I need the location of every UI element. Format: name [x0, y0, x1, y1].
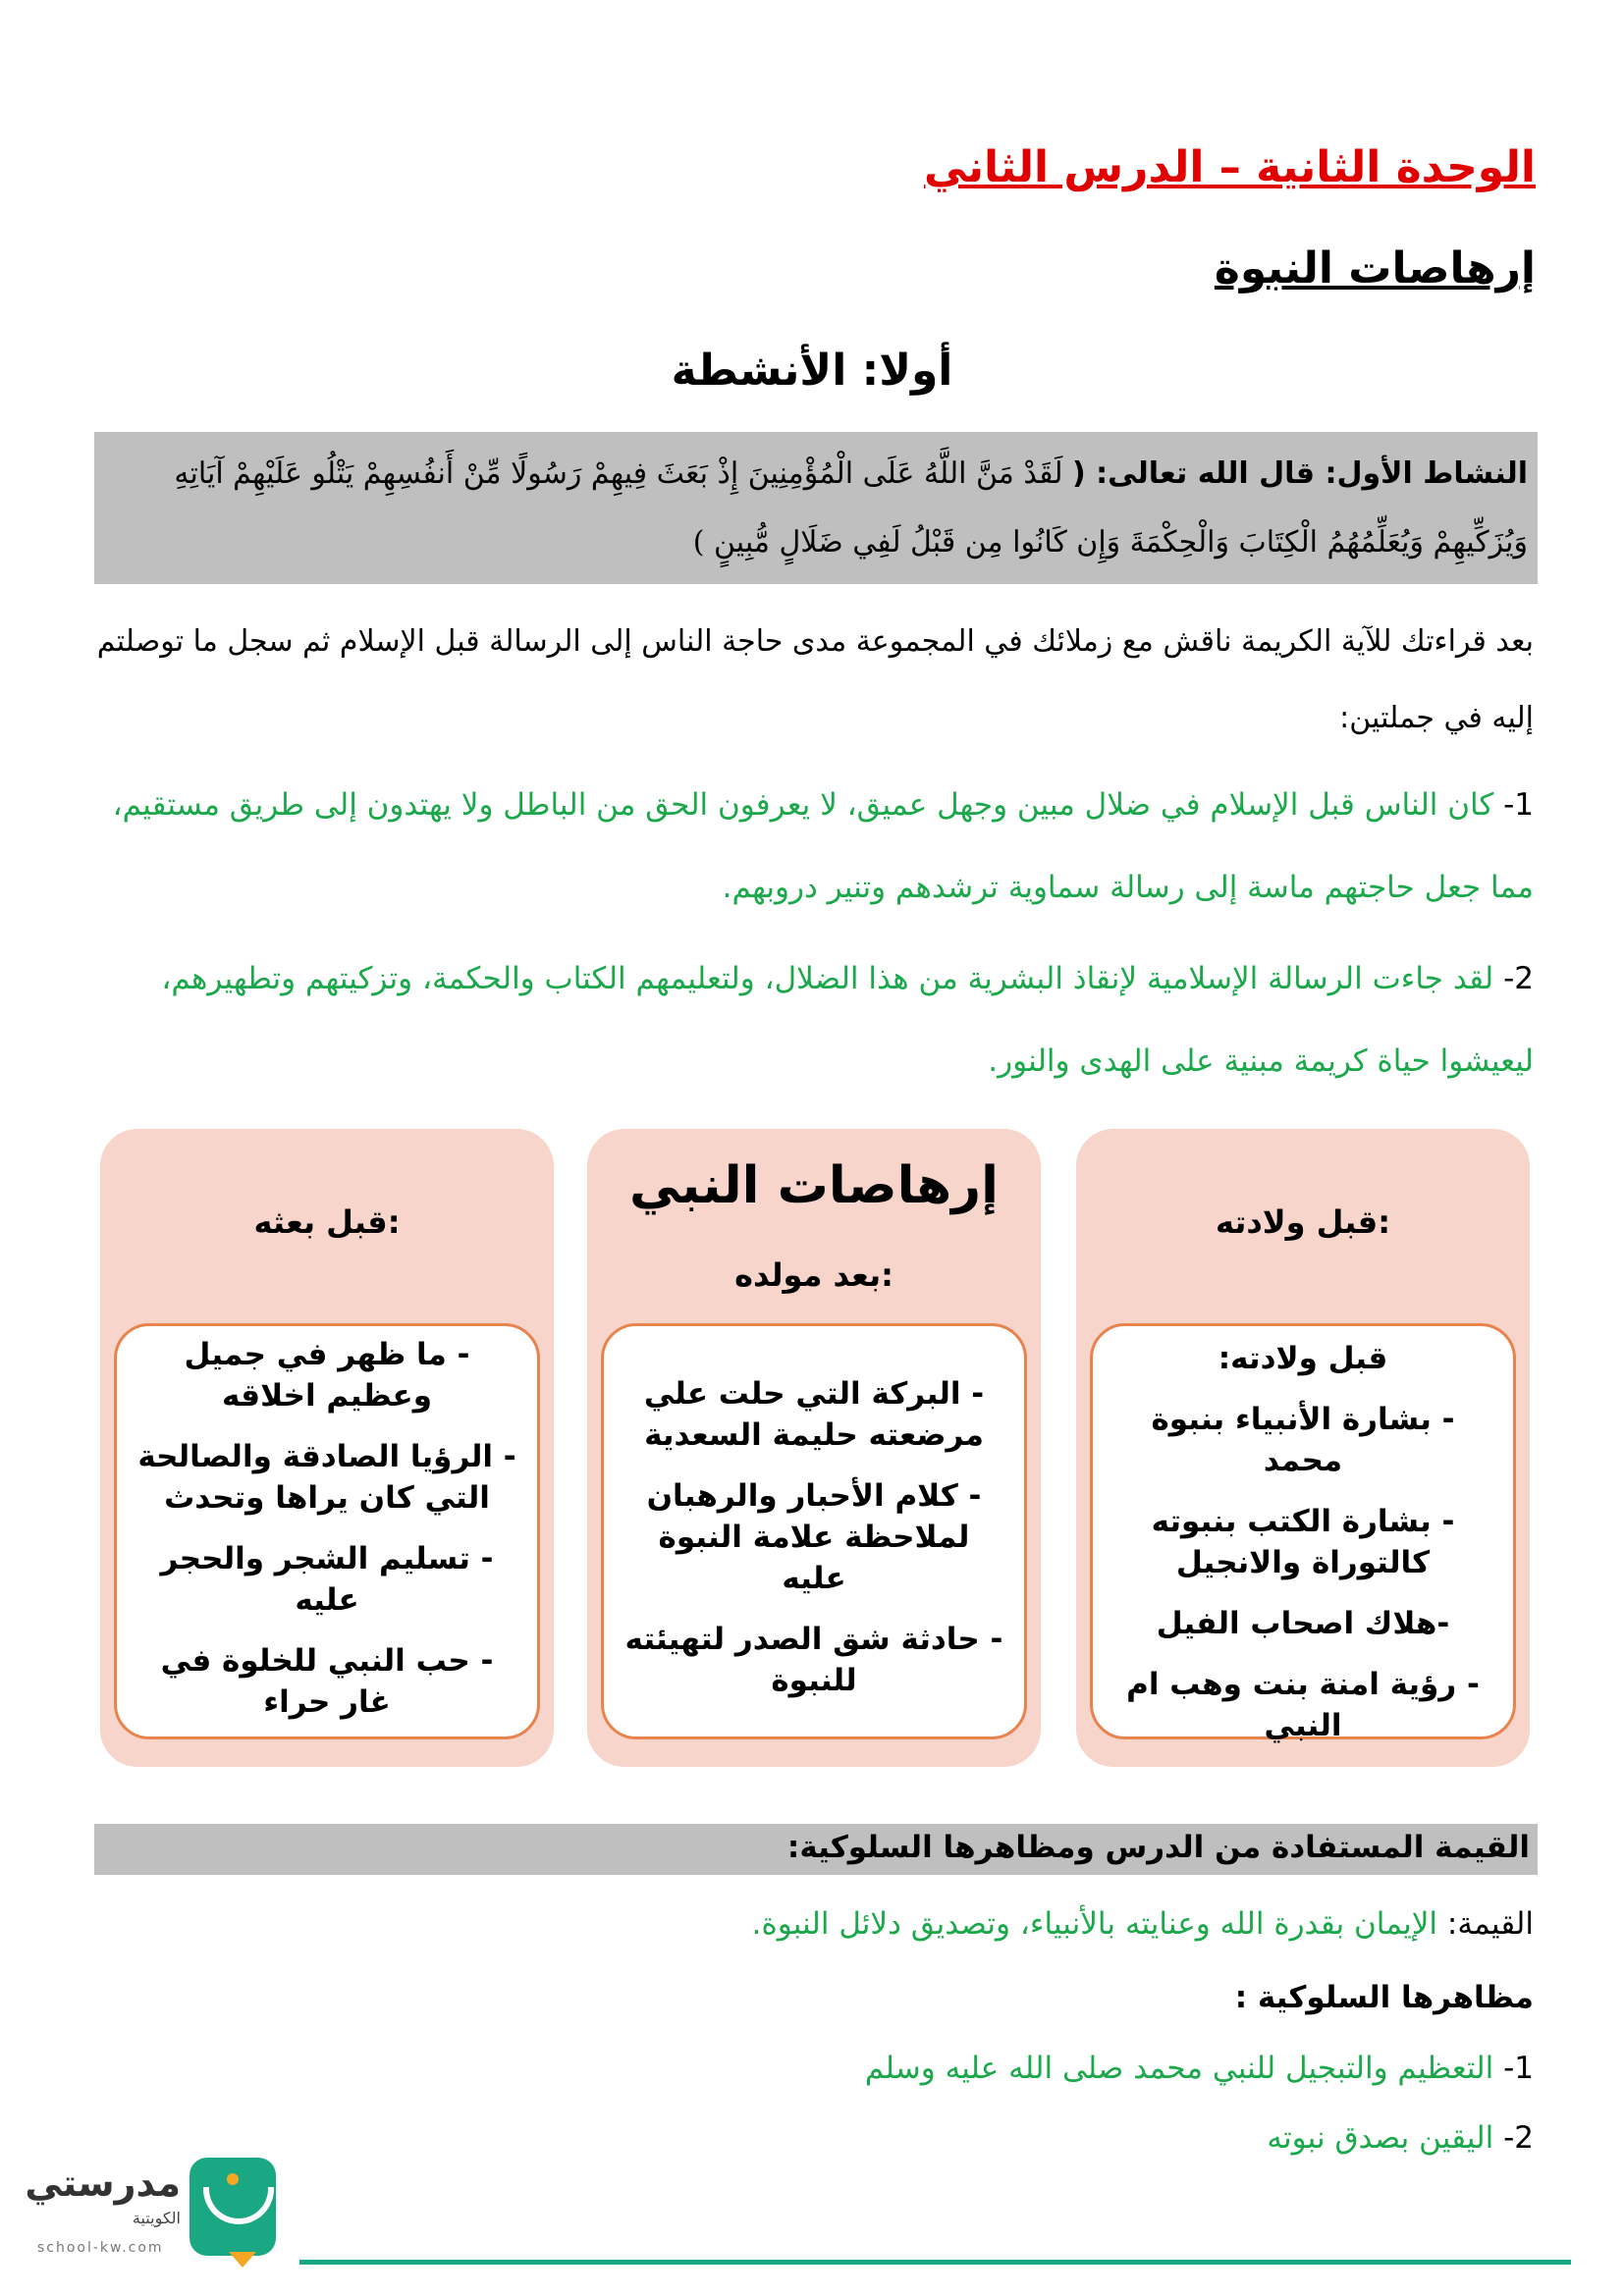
answer-text: لقد جاءت الرسالة الإسلامية لإنقاذ البشرية من هذا الضلال، ولتعليمهم الكتاب والحكمة، وتزكيتهم وتطهيرهم، ليعيشوا حياة كريمة مبنية على الهدى والنور.: [161, 961, 1534, 1079]
behavior-text: التعظيم والتبجيل للنبي محمد صلى الله عليه وسلم: [864, 2051, 1504, 2086]
card-list: [1110, 1338, 1495, 1766]
logo-name: مدرستي: [25, 2162, 181, 2205]
site-logo: [25, 2158, 283, 2285]
activity-text: [94, 432, 1538, 577]
list-item: - البركة التي حلت علي مرضعته حليمة السعدية: [643, 1376, 985, 1453]
card-heading: بعد مولده:: [734, 1256, 893, 1294]
card-heading: قبل ولادته:: [1215, 1203, 1391, 1241]
activity-box: [94, 432, 1538, 584]
logo-mark-icon: [189, 2158, 276, 2256]
list-item: - ما ظهر في جميل وعظيم اخلاقه: [184, 1337, 470, 1414]
list-item: - حب النبي للخلوة في غار حراء: [160, 1643, 494, 1720]
value-line: [752, 1895, 1534, 1953]
card-heading: قبل بعثه:: [253, 1203, 401, 1241]
list-item: - رؤية امنة بنت وهب ام النبي: [1126, 1667, 1480, 1743]
list-item: - بشارة الكتب بنبوته كالتوراة والانجيل: [1151, 1504, 1455, 1580]
behavior-item-2: [1267, 2109, 1534, 2167]
list-item: -هلاك اصحاب الفيل: [1156, 1606, 1450, 1641]
activity-verse: لَقَدْ مَنَّ اللَّهُ عَلَى الْمُؤْمِنِينَ إِذْ بَعَثَ فِيهِمْ رَسُولًا مِّنْ أَنفُسِهِمْ يَتْلُو عَلَيْهِمْ آيَاتِهِ وَيُزَكِّيهِمْ وَيُعَلِّمُهُمُ الْكِتَابَ وَالْحِكْمَةَ وَإِن كَانُوا مِن قَبْلُ لَفِي ضَلَالٍ مُّبِينٍ ): [174, 456, 1528, 560]
answer-text: كان الناس قبل الإسلام في ضلال مبين وجهل عميق، لا يعرفون الحق من الباطل ولا يهتدون إلى طريق مستقيم، مما جعل حاجتهم ماسة إلى رسالة سماوية ترشدهم وتنير دروبهم.: [112, 787, 1534, 905]
card-before-birth: [1076, 1129, 1530, 1767]
answer-2: [94, 937, 1534, 1102]
value-label: القيمة:: [1446, 1906, 1534, 1942]
list-item: - بشارة الأنبياء بنبوة محمد: [1151, 1402, 1455, 1478]
card-list: [622, 1373, 1006, 1721]
lesson-title: إرهاصات النبوة: [1214, 243, 1536, 294]
values-bar: [94, 1824, 1538, 1875]
list-item: - تسليم الشجر والحجر عليه: [160, 1541, 494, 1618]
list-item: - حادثة شق الصدر لتهيئته للنبوة: [624, 1622, 1003, 1698]
card-inner-box: [1090, 1323, 1516, 1743]
inner-heading: قبل ولادته:: [1218, 1341, 1388, 1376]
footer-divider: [299, 2260, 1571, 2265]
behavior-item-1: [865, 2039, 1534, 2098]
list-item: - الرؤيا الصادقة والصالحة التي كان يراها وتحدث: [137, 1439, 516, 1516]
behavior-number: 1-: [1503, 2051, 1534, 2086]
behaviors-heading: مظاهرها السلوكية :: [1234, 1980, 1534, 2015]
answer-number: 1-: [1503, 787, 1534, 823]
card-inner-box: [114, 1323, 540, 1739]
activity-label: النشاط الأول: قال الله تعالى: (: [1072, 456, 1528, 491]
activity-instruction: بعد قراءتك للآية الكريمة ناقش مع زملائك في المجموعة مدى حاجة الناس إلى الرسالة قبل الإسلام ثم سجل ما توصلتم إليه في جملتين:: [96, 624, 1534, 735]
value-text: الإيمان بقدرة الله وعنايته بالأنبياء، وتصديق دلائل النبوة.: [751, 1906, 1447, 1942]
section-heading: أولا: الأنشطة: [671, 346, 953, 396]
card-inner-box: [601, 1323, 1027, 1739]
behavior-number: 2-: [1503, 2120, 1534, 2156]
logo-subtitle: الكويتية: [132, 2209, 181, 2227]
card-before-mission: [100, 1129, 554, 1767]
logo-url: school-kw.com: [37, 2240, 164, 2256]
values-bar-heading: القيمة المستفادة من الدرس ومظاهرها السلوكية:: [786, 1830, 1530, 1865]
behavior-text: اليقين بصدق نبوته: [1267, 2120, 1504, 2156]
unit-title: الوحدة الثانية – الدرس الثاني: [923, 142, 1536, 192]
answer-number: 2-: [1503, 961, 1534, 996]
card-after-birth: [587, 1129, 1041, 1767]
answer-1: [94, 764, 1534, 929]
list-item: - كلام الأحبار والرهبان لملاحظة علامة النبوة عليه: [646, 1478, 982, 1596]
card-main-title: إرهاصات النبي: [629, 1156, 999, 1215]
card-list: [135, 1334, 519, 1742]
